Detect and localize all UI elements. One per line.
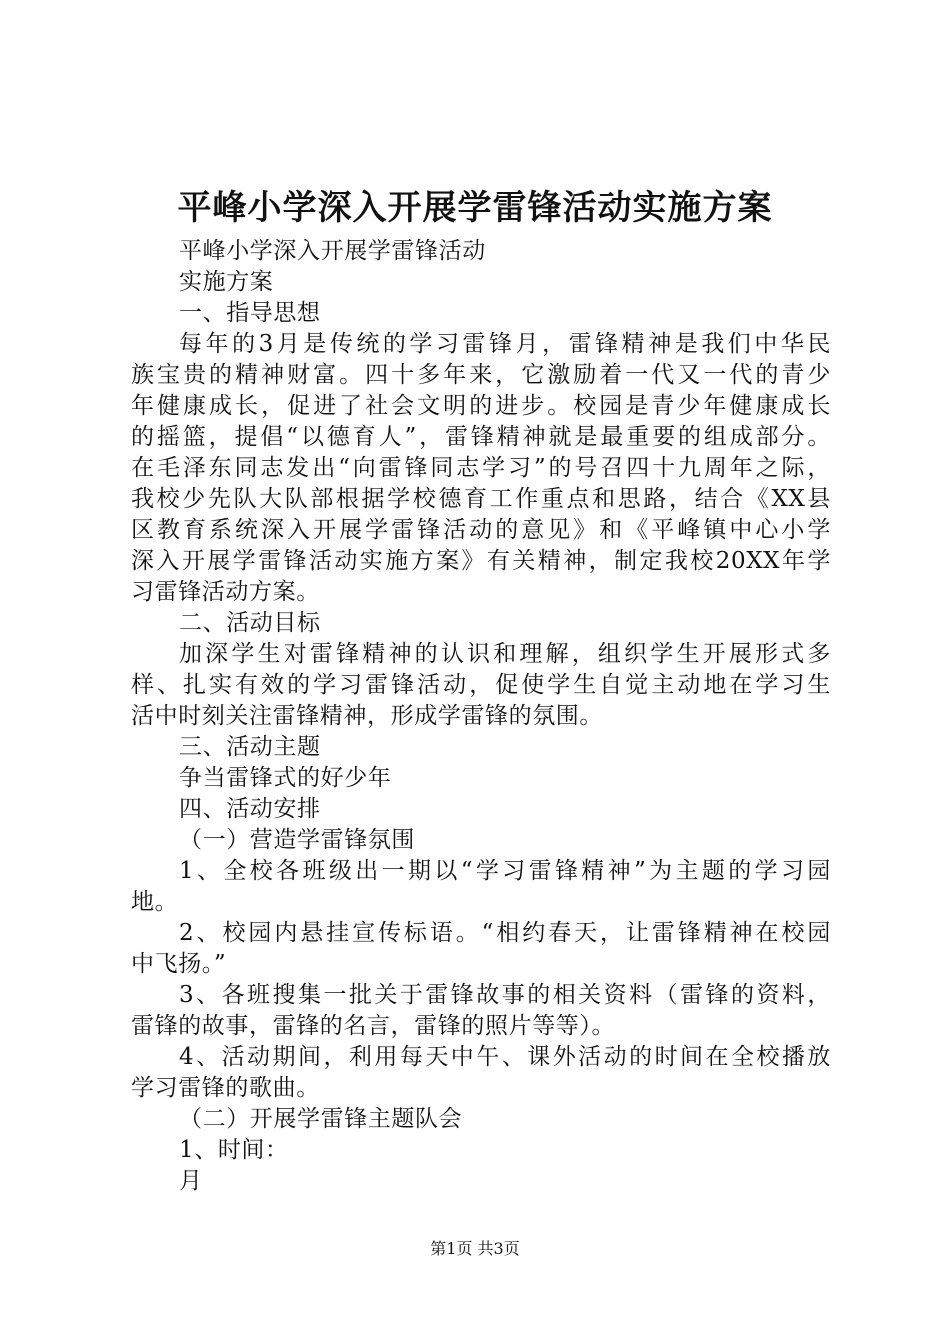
- text-line: 我校少先队大队部根据学校德育工作重点和思路，结合《XX县: [131, 486, 831, 512]
- text-line: 样、扎实有效的学习雷锋活动，促使学生自觉主动地在学习生: [131, 672, 831, 698]
- text-line: 学习雷锋的歌曲。: [131, 1075, 320, 1101]
- text-line: 地。: [131, 889, 179, 915]
- text-line: （一）营造学雷锋氛围: [179, 827, 415, 853]
- text-line: 的摇篮，提倡“以德育人”，雷锋精神就是最重要的组成部分。: [131, 424, 831, 450]
- document-title: 平峰小学深入开展学雷锋活动实施方案: [177, 188, 773, 228]
- text-line: 1、时间：: [179, 1137, 289, 1163]
- text-line: 1、全校各班级出一期以“学习雷锋精神”为主题的学习园: [179, 858, 831, 884]
- text-line: 月: [179, 1168, 203, 1194]
- text-line: 实施方案: [179, 269, 274, 295]
- text-line: 争当雷锋式的好少年: [179, 765, 392, 791]
- page-footer: 第1页 共3页: [430, 1239, 520, 1258]
- text-line: 4、活动期间，利用每天中午、课外活动的时间在全校播放: [179, 1044, 831, 1070]
- text-line: 三、活动主题: [179, 734, 321, 760]
- text-line: 一、指导思想: [179, 300, 321, 326]
- text-line: 活中时刻关注雷锋精神，形成学雷锋的氛围。: [131, 703, 603, 729]
- text-line: 2、校园内悬挂宣传标语。“相约春天，让雷锋精神在校园: [179, 920, 831, 946]
- text-line: 平峰小学深入开展学雷锋活动: [179, 238, 486, 264]
- text-line: 区教育系统深入开展学雷锋活动的意见》和《平峰镇中心小学: [131, 517, 831, 543]
- text-line: 雷锋的故事，雷锋的名言，雷锋的照片等等）。: [131, 1013, 616, 1039]
- text-line: 中飞扬。”: [131, 951, 227, 977]
- text-line: 加深学生对雷锋精神的认识和理解，组织学生开展形式多: [179, 641, 831, 667]
- text-line: 在毛泽东同志发出“向雷锋同志学习”的号召四十九周年之际，: [131, 455, 831, 481]
- text-line: 四、活动安排: [179, 796, 321, 822]
- text-line: 每年的3月是传统的学习雷锋月，雷锋精神是我们中华民: [179, 331, 831, 357]
- text-line: 深入开展学雷锋活动实施方案》有关精神，制定我校20XX年学: [131, 548, 831, 574]
- text-line: 族宝贵的精神财富。四十多年来，它激励着一代又一代的青少: [131, 362, 831, 388]
- text-line: 二、活动目标: [179, 610, 321, 636]
- text-line: 3、各班搜集一批关于雷锋故事的相关资料（雷锋的资料，: [179, 982, 831, 1008]
- document-body: [131, 236, 831, 1197]
- text-line: 习雷锋活动方案。: [131, 579, 320, 605]
- text-line: 年健康成长，促进了社会文明的进步。校园是青少年健康成长: [131, 393, 831, 419]
- text-line: （二）开展学雷锋主题队会: [179, 1106, 463, 1132]
